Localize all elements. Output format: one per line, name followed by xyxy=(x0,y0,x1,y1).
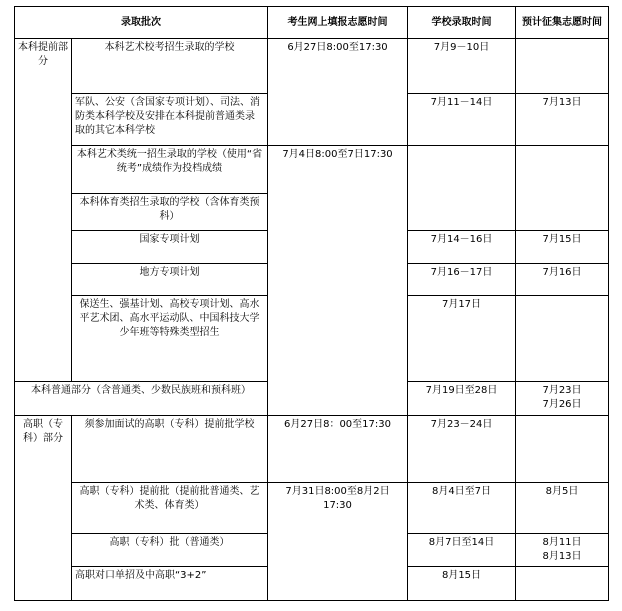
batch-cell: 须参加面试的高职（专科）提前批学校 xyxy=(72,416,268,483)
batch-cell: 本科普通部分（含普通类、少数民族班和预科班） xyxy=(15,382,268,416)
header-batch: 录取批次 xyxy=(15,7,268,39)
batch-cell: 本科体育类招生录取的学校（含体育类预科） xyxy=(72,194,268,231)
header-collect-time: 预计征集志愿时间 xyxy=(516,7,609,39)
table-row xyxy=(15,483,609,534)
admit-time-cell: 7月23－24日 xyxy=(408,416,516,483)
table-row xyxy=(15,146,609,194)
batch-cell: 本科艺术校考招生录取的学校 xyxy=(72,39,268,94)
admit-time-cell: 7月16－17日 xyxy=(408,264,516,296)
collect-time-cell: 7月16日 xyxy=(516,264,609,296)
batch-cell: 国家专项计划 xyxy=(72,231,268,264)
collect-date: 7月23日 xyxy=(542,385,582,396)
admit-time-cell: 7月9－10日 xyxy=(408,39,516,94)
collect-time-cell xyxy=(516,146,609,231)
admission-schedule-table xyxy=(14,6,609,601)
section-vocational: 高职（专科）部分 xyxy=(15,416,72,601)
admit-time-cell xyxy=(408,146,516,231)
collect-date: 7月26日 xyxy=(542,399,582,410)
collect-time-cell: 8月5日 xyxy=(516,483,609,534)
admit-time-cell: 8月7日至14日 xyxy=(408,534,516,567)
collect-time-cell: 7月15日 xyxy=(516,231,609,264)
collect-time-cell xyxy=(516,39,609,94)
admit-time-cell: 8月15日 xyxy=(408,567,516,601)
header-admit-time: 学校录取时间 xyxy=(408,7,516,39)
apply-time-cell: 7月31日8:00至8月2日17:30 xyxy=(268,483,408,601)
apply-time-cell: 6月27日8:00至17:30 xyxy=(268,39,408,146)
header-row xyxy=(15,7,609,39)
apply-time-cell: 6月27日8：00至17:30 xyxy=(268,416,408,483)
admit-time-cell: 7月17日 xyxy=(408,296,516,382)
apply-time-cell: 7月4日8:00至7日17:30 xyxy=(268,146,408,416)
batch-cell: 本科艺术类统一招生录取的学校（使用“省统考”成绩作为投档成绩 xyxy=(72,146,268,194)
admit-time-cell: 7月11－14日 xyxy=(408,94,516,146)
collect-time-cell xyxy=(516,567,609,601)
header-apply-time: 考生网上填报志愿时间 xyxy=(268,7,408,39)
admit-time-cell: 7月14－16日 xyxy=(408,231,516,264)
collect-time-cell: 7月13日 xyxy=(516,94,609,146)
collect-time-cell xyxy=(516,296,609,382)
admit-time-cell: 8月4日至7日 xyxy=(408,483,516,534)
collect-date: 8月11日 xyxy=(542,537,582,548)
table-row xyxy=(15,416,609,483)
batch-cell: 高职（专科）批（普通类） xyxy=(72,534,268,567)
admit-time-cell: 7月19日至28日 xyxy=(408,382,516,416)
batch-cell: 高职对口单招及中高职“3+2” xyxy=(72,567,268,601)
batch-cell: 高职（专科）提前批（提前批普通类、艺术类、体育类） xyxy=(72,483,268,534)
section-undergrad-early: 本科提前部分 xyxy=(15,39,72,382)
batch-cell: 地方专项计划 xyxy=(72,264,268,296)
table-row xyxy=(15,39,609,94)
batch-cell: 军队、公安（含国家专项计划）、司法、消防类本科学校及安排在本科提前普通类录取的其它本科学校 xyxy=(72,94,268,146)
collect-time-cell xyxy=(516,534,609,567)
collect-date: 8月13日 xyxy=(542,551,582,562)
collect-time-cell xyxy=(516,416,609,483)
collect-time-cell xyxy=(516,382,609,416)
batch-cell: 保送生、强基计划、高校专项计划、高水平艺术团、高水平运动队、中国科技大学少年班等特殊类型招生 xyxy=(72,296,268,382)
